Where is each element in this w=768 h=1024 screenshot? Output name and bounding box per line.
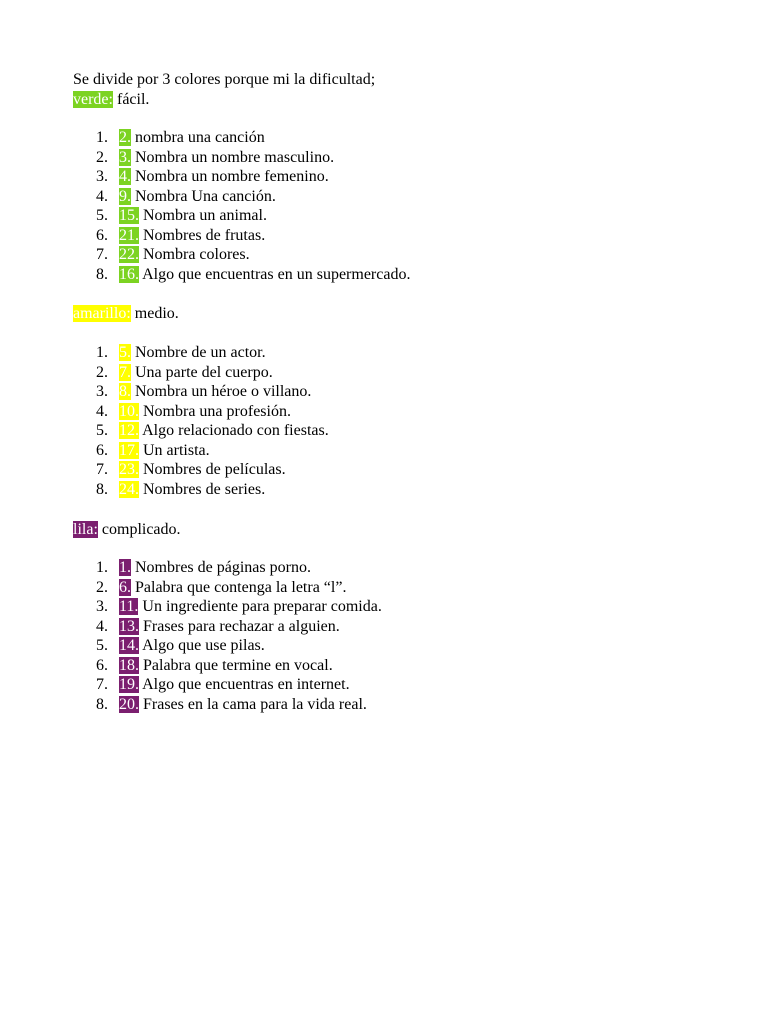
item-text: Nombres de páginas porno. xyxy=(131,559,311,576)
list-item: 2. 3. Nombra un nombre masculino. xyxy=(96,148,335,166)
item-code: 10. xyxy=(119,402,139,420)
item-code: 8. xyxy=(119,383,131,400)
list-item: 1. 5. Nombre de un actor. xyxy=(96,344,266,361)
item-code: 7. xyxy=(119,363,131,381)
section-heading-green xyxy=(73,90,149,110)
list-item: 4. 10. Nombra una profesión. xyxy=(96,402,291,420)
item-code: 14. xyxy=(119,637,139,654)
item-code: 2. xyxy=(119,129,131,146)
item-text: Nombres de películas. xyxy=(139,461,286,478)
item-text: Nombres de series. xyxy=(139,480,266,498)
list-item: 8. 16. Algo que encuentras en un supermercado. xyxy=(96,265,411,283)
item-text: Frases en la cama para la vida real. xyxy=(139,695,367,713)
list-item: 1. 2. nombra una canción xyxy=(96,129,265,146)
item-code: 24. xyxy=(119,480,139,498)
list-green xyxy=(96,128,410,284)
item-code: 16. xyxy=(119,265,139,283)
item-text: Nombra una profesión. xyxy=(139,402,291,420)
item-code: 1. xyxy=(119,559,131,576)
list-item: 5. 12. Algo relacionado con fiestas. xyxy=(96,422,329,439)
item-text: Nombra un nombre femenino. xyxy=(131,168,329,185)
item-code: 23. xyxy=(119,461,139,478)
item-text: Palabra que contenga la letra “l”. xyxy=(131,578,347,596)
list-item: 7. 23. Nombres de películas. xyxy=(96,461,286,478)
item-code: 5. xyxy=(119,344,131,361)
list-item: 2. 6. Palabra que contenga la letra “l”. xyxy=(96,578,347,596)
list-item: 3. 4. Nombra un nombre femenino. xyxy=(96,168,329,185)
list-purple xyxy=(96,558,382,714)
item-code: 18. xyxy=(119,656,139,674)
section-difficulty-green: fácil. xyxy=(112,90,150,108)
section-heading-yellow xyxy=(73,304,179,324)
list-item: 4. 13. Frases para rechazar a alguien. xyxy=(96,617,340,635)
item-text: Frases para rechazar a alguien. xyxy=(139,617,340,635)
list-item: 3. 11. Un ingrediente para preparar comida. xyxy=(96,598,382,615)
list-item: 6. 17. Un artista. xyxy=(96,441,210,459)
list-item: 7. 19. Algo que encuentras en internet. xyxy=(96,676,350,693)
item-code: 21. xyxy=(119,226,139,244)
list-item: 3. 8. Nombra un héroe o villano. xyxy=(96,383,312,400)
section-difficulty-purple: complicado. xyxy=(97,520,181,538)
item-text: Un ingrediente para preparar comida. xyxy=(138,598,382,615)
item-text: Nombre de un actor. xyxy=(131,344,266,361)
item-code: 19. xyxy=(119,676,139,693)
item-text: Nombra Una canción. xyxy=(131,187,276,205)
item-text: Nombra colores. xyxy=(139,246,250,263)
item-code: 17. xyxy=(119,441,139,459)
list-item: 1. 1. Nombres de páginas porno. xyxy=(96,559,311,576)
item-text: Palabra que termine en vocal. xyxy=(139,656,333,674)
item-text: Nombra un héroe o villano. xyxy=(131,383,312,400)
item-text: Algo que use pilas. xyxy=(139,637,265,654)
item-text: Algo que encuentras en internet. xyxy=(139,676,350,693)
item-code: 3. xyxy=(119,148,131,166)
item-text: Nombres de frutas. xyxy=(139,226,266,244)
list-item: 8. 20. Frases en la cama para la vida real. xyxy=(96,695,367,713)
section-difficulty-yellow: medio. xyxy=(130,305,179,322)
list-item: 5. 15. Nombra un animal. xyxy=(96,207,267,224)
item-code: 12. xyxy=(119,422,139,439)
section-label-green: verde: xyxy=(73,90,113,108)
item-code: 9. xyxy=(119,187,131,205)
item-code: 11. xyxy=(119,598,139,615)
item-text: Algo que encuentras en un supermercado. xyxy=(139,265,411,283)
item-text: Una parte del cuerpo. xyxy=(131,363,273,381)
list-item: 6. 21. Nombres de frutas. xyxy=(96,226,266,244)
item-text: Nombra un nombre masculino. xyxy=(131,148,335,166)
item-text: Nombra un animal. xyxy=(139,207,267,224)
list-item: 5. 14. Algo que use pilas. xyxy=(96,637,265,654)
item-text: nombra una canción xyxy=(131,129,265,146)
section-label-purple: lila: xyxy=(73,520,98,538)
section-heading-purple xyxy=(73,520,181,540)
item-code: 13. xyxy=(119,617,139,635)
item-code: 20. xyxy=(119,695,139,713)
list-yellow xyxy=(96,343,329,499)
list-item: 6. 18. Palabra que termine en vocal. xyxy=(96,656,333,674)
item-code: 22. xyxy=(119,246,139,263)
list-item: 2. 7. Una parte del cuerpo. xyxy=(96,363,273,381)
item-code: 4. xyxy=(119,168,131,185)
intro-text: Se divide por 3 colores porque mi la dificultad; xyxy=(73,71,376,88)
item-text: Un artista. xyxy=(139,441,210,459)
list-item: 7. 22. Nombra colores. xyxy=(96,246,250,263)
list-item: 8. 24. Nombres de series. xyxy=(96,480,266,498)
list-item: 4. 9. Nombra Una canción. xyxy=(96,187,276,205)
item-code: 15. xyxy=(119,207,139,224)
section-label-yellow: amarillo: xyxy=(73,305,131,322)
item-code: 6. xyxy=(119,578,131,596)
item-text: Algo relacionado con fiestas. xyxy=(139,422,329,439)
